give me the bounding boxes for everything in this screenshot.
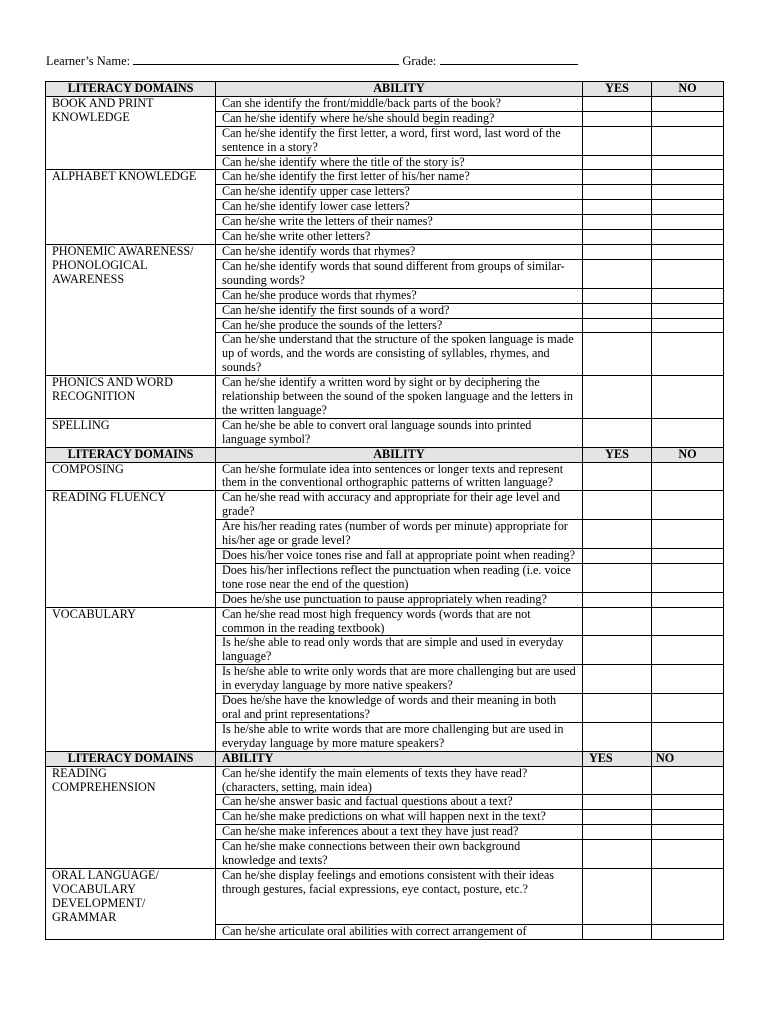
no-column-header: NO	[652, 751, 724, 766]
yes-checkbox-cell[interactable]	[583, 200, 652, 215]
yes-checkbox-cell[interactable]	[583, 318, 652, 333]
grade-blank[interactable]	[440, 52, 578, 65]
no-checkbox-cell[interactable]	[652, 200, 724, 215]
no-checkbox-cell[interactable]	[652, 170, 724, 185]
question-row	[46, 418, 724, 447]
no-checkbox-cell[interactable]	[652, 636, 724, 665]
yes-checkbox-cell[interactable]	[583, 694, 652, 723]
ability-column-header: ABILITY	[216, 82, 583, 97]
yes-checkbox-cell[interactable]	[583, 155, 652, 170]
ability-question: Can he/she identify a written word by sight or by deciphering the relationship between the sound of the spoken language and the letters in the written language?	[216, 376, 583, 419]
no-checkbox-cell[interactable]	[652, 840, 724, 869]
yes-checkbox-cell[interactable]	[583, 111, 652, 126]
domain-name: COMPOSING	[46, 462, 216, 491]
no-checkbox-cell[interactable]	[652, 607, 724, 636]
grade-label: Grade:	[402, 54, 437, 68]
yes-checkbox-cell[interactable]	[583, 96, 652, 111]
ability-question: Can he/she make predictions on what will happen next in the text?	[216, 810, 583, 825]
ability-question: Does his/her voice tones rise and fall at appropriate point when reading?	[216, 549, 583, 564]
no-checkbox-cell[interactable]	[652, 549, 724, 564]
yes-checkbox-cell[interactable]	[583, 810, 652, 825]
ability-question: Are his/her reading rates (number of words per minute) appropriate for his/her age or grade level?	[216, 520, 583, 549]
no-checkbox-cell[interactable]	[652, 766, 724, 795]
no-checkbox-cell[interactable]	[652, 318, 724, 333]
ability-question: Can he/she write other letters?	[216, 230, 583, 245]
ability-question: Can he/she identify words that sound different from groups of similar-sounding words?	[216, 259, 583, 288]
no-column-header: NO	[652, 82, 724, 97]
domain-name: BOOK AND PRINT KNOWLEDGE	[46, 96, 216, 170]
domain-column-header: LITERACY DOMAINS	[46, 82, 216, 97]
ability-question: Can she identify the front/middle/back parts of the book?	[216, 96, 583, 111]
learner-header	[46, 52, 578, 69]
ability-column-header: ABILITY	[216, 447, 583, 462]
no-checkbox-cell[interactable]	[652, 96, 724, 111]
no-checkbox-cell[interactable]	[652, 126, 724, 155]
yes-checkbox-cell[interactable]	[583, 303, 652, 318]
question-row	[46, 766, 724, 795]
no-checkbox-cell[interactable]	[652, 244, 724, 259]
no-checkbox-cell[interactable]	[652, 722, 724, 751]
ability-question: Can he/she be able to convert oral language sounds into printed language symbol?	[216, 418, 583, 447]
ability-question: Can he/she identify the first letter, a word, first word, last word of the sentence in a story?	[216, 126, 583, 155]
no-checkbox-cell[interactable]	[652, 795, 724, 810]
question-row	[46, 376, 724, 419]
no-checkbox-cell[interactable]	[652, 215, 724, 230]
no-checkbox-cell[interactable]	[652, 155, 724, 170]
ability-question: Can he/she read most high frequency words (words that are not common in the reading textbook)	[216, 607, 583, 636]
ability-question: Is he/she able to read only words that are simple and used in everyday language?	[216, 636, 583, 665]
ability-question: Is he/she able to write only words that are more challenging but are used in everyday language by more native speakers?	[216, 665, 583, 694]
no-checkbox-cell[interactable]	[652, 810, 724, 825]
domain-column-header: LITERACY DOMAINS	[46, 447, 216, 462]
yes-checkbox-cell[interactable]	[583, 636, 652, 665]
question-row	[46, 868, 724, 924]
yes-checkbox-cell[interactable]	[583, 244, 652, 259]
yes-checkbox-cell[interactable]	[583, 722, 652, 751]
no-checkbox-cell[interactable]	[652, 924, 724, 939]
ability-question: Can he/she identify where he/she should begin reading?	[216, 111, 583, 126]
yes-checkbox-cell[interactable]	[583, 795, 652, 810]
literacy-checklist-table	[45, 81, 724, 940]
domain-column-header: LITERACY DOMAINS	[46, 751, 216, 766]
no-checkbox-cell[interactable]	[652, 376, 724, 419]
yes-checkbox-cell[interactable]	[583, 592, 652, 607]
ability-question: Can he/she write the letters of their names?	[216, 215, 583, 230]
yes-checkbox-cell[interactable]	[583, 491, 652, 520]
yes-checkbox-cell[interactable]	[583, 520, 652, 549]
domain-name: PHONICS AND WORD RECOGNITION	[46, 376, 216, 419]
no-checkbox-cell[interactable]	[652, 520, 724, 549]
yes-checkbox-cell[interactable]	[583, 418, 652, 447]
no-checkbox-cell[interactable]	[652, 185, 724, 200]
ability-column-header: ABILITY	[216, 751, 583, 766]
ability-question: Can he/she identify the first sounds of a word?	[216, 303, 583, 318]
yes-checkbox-cell[interactable]	[583, 333, 652, 376]
domain-name: PHONEMIC AWARENESS/ PHONOLOGICAL AWARENESS	[46, 244, 216, 375]
no-checkbox-cell[interactable]	[652, 333, 724, 376]
no-checkbox-cell[interactable]	[652, 694, 724, 723]
yes-column-header: YES	[583, 751, 652, 766]
ability-question: Can he/she identify the first letter of his/her name?	[216, 170, 583, 185]
question-row	[46, 96, 724, 111]
learner-name-label: Learner’s Name:	[46, 54, 131, 68]
domain-name: READING COMPREHENSION	[46, 766, 216, 868]
yes-checkbox-cell[interactable]	[583, 607, 652, 636]
yes-checkbox-cell[interactable]	[583, 185, 652, 200]
ability-question: Can he/she display feelings and emotions consistent with their ideas through gestures, facial expressions, eye contact, posture, etc.?	[216, 868, 583, 924]
yes-checkbox-cell[interactable]	[583, 924, 652, 939]
no-checkbox-cell[interactable]	[652, 825, 724, 840]
yes-column-header: YES	[583, 447, 652, 462]
ability-question: Can he/she identify where the title of the story is?	[216, 155, 583, 170]
yes-checkbox-cell[interactable]	[583, 259, 652, 288]
ability-question: Does he/she use punctuation to pause appropriately when reading?	[216, 592, 583, 607]
yes-checkbox-cell[interactable]	[583, 563, 652, 592]
ability-question: Can he/she read with accuracy and appropriate for their age level and grade?	[216, 491, 583, 520]
ability-question: Can he/she identify upper case letters?	[216, 185, 583, 200]
yes-checkbox-cell[interactable]	[583, 230, 652, 245]
ability-question: Does his/her inflections reflect the punctuation when reading (i.e. voice tone rose near the end of the question)	[216, 563, 583, 592]
no-checkbox-cell[interactable]	[652, 111, 724, 126]
domain-name: READING FLUENCY	[46, 491, 216, 607]
no-checkbox-cell[interactable]	[652, 491, 724, 520]
ability-question: Can he/she produce the sounds of the letters?	[216, 318, 583, 333]
yes-checkbox-cell[interactable]	[583, 665, 652, 694]
no-checkbox-cell[interactable]	[652, 462, 724, 491]
yes-checkbox-cell[interactable]	[583, 766, 652, 795]
ability-question: Can he/she articulate oral abilities with correct arrangement of	[216, 924, 583, 939]
question-row	[46, 607, 724, 636]
domain-name: VOCABULARY	[46, 607, 216, 751]
domain-name: ORAL LANGUAGE/ VOCABULARY DEVELOPMENT/ GRAMMAR	[46, 868, 216, 939]
ability-question: Can he/she make inferences about a text they have just read?	[216, 825, 583, 840]
section-header-row	[46, 447, 724, 462]
ability-question: Can he/she produce words that rhymes?	[216, 288, 583, 303]
ability-question: Can he/she understand that the structure of the spoken language is made up of words, and the words are consisting of syllables, rhymes, and sounds?	[216, 333, 583, 376]
ability-question: Does he/she have the knowledge of words and their meaning in both oral and print representations?	[216, 694, 583, 723]
yes-checkbox-cell[interactable]	[583, 840, 652, 869]
ability-question: Can he/she make connections between their own background knowledge and texts?	[216, 840, 583, 869]
no-checkbox-cell[interactable]	[652, 868, 724, 924]
ability-question: Can he/she identify lower case letters?	[216, 200, 583, 215]
ability-question: Can he/she identify the main elements of texts they have read? (characters, setting, main idea)	[216, 766, 583, 795]
domain-name: ALPHABET KNOWLEDGE	[46, 170, 216, 245]
no-checkbox-cell[interactable]	[652, 230, 724, 245]
no-checkbox-cell[interactable]	[652, 303, 724, 318]
yes-checkbox-cell[interactable]	[583, 288, 652, 303]
yes-checkbox-cell[interactable]	[583, 462, 652, 491]
yes-column-header: YES	[583, 82, 652, 97]
question-row	[46, 170, 724, 185]
section-header-row	[46, 82, 724, 97]
yes-checkbox-cell[interactable]	[583, 126, 652, 155]
learner-name-blank[interactable]	[133, 52, 399, 65]
yes-checkbox-cell[interactable]	[583, 868, 652, 924]
yes-checkbox-cell[interactable]	[583, 376, 652, 419]
no-checkbox-cell[interactable]	[652, 288, 724, 303]
domain-name: SPELLING	[46, 418, 216, 447]
no-checkbox-cell[interactable]	[652, 563, 724, 592]
question-row	[46, 244, 724, 259]
ability-question: Can he/she formulate idea into sentences or longer texts and represent them in the conventional orthographic patterns of written language?	[216, 462, 583, 491]
ability-question: Can he/she answer basic and factual questions about a text?	[216, 795, 583, 810]
yes-checkbox-cell[interactable]	[583, 215, 652, 230]
no-checkbox-cell[interactable]	[652, 259, 724, 288]
no-checkbox-cell[interactable]	[652, 665, 724, 694]
yes-checkbox-cell[interactable]	[583, 549, 652, 564]
ability-question: Is he/she able to write words that are more challenging but are used in everyday language by more mature speakers?	[216, 722, 583, 751]
question-row	[46, 491, 724, 520]
yes-checkbox-cell[interactable]	[583, 825, 652, 840]
ability-question: Can he/she identify words that rhymes?	[216, 244, 583, 259]
section-header-row	[46, 751, 724, 766]
question-row	[46, 462, 724, 491]
yes-checkbox-cell[interactable]	[583, 170, 652, 185]
no-column-header: NO	[652, 447, 724, 462]
no-checkbox-cell[interactable]	[652, 418, 724, 447]
no-checkbox-cell[interactable]	[652, 592, 724, 607]
